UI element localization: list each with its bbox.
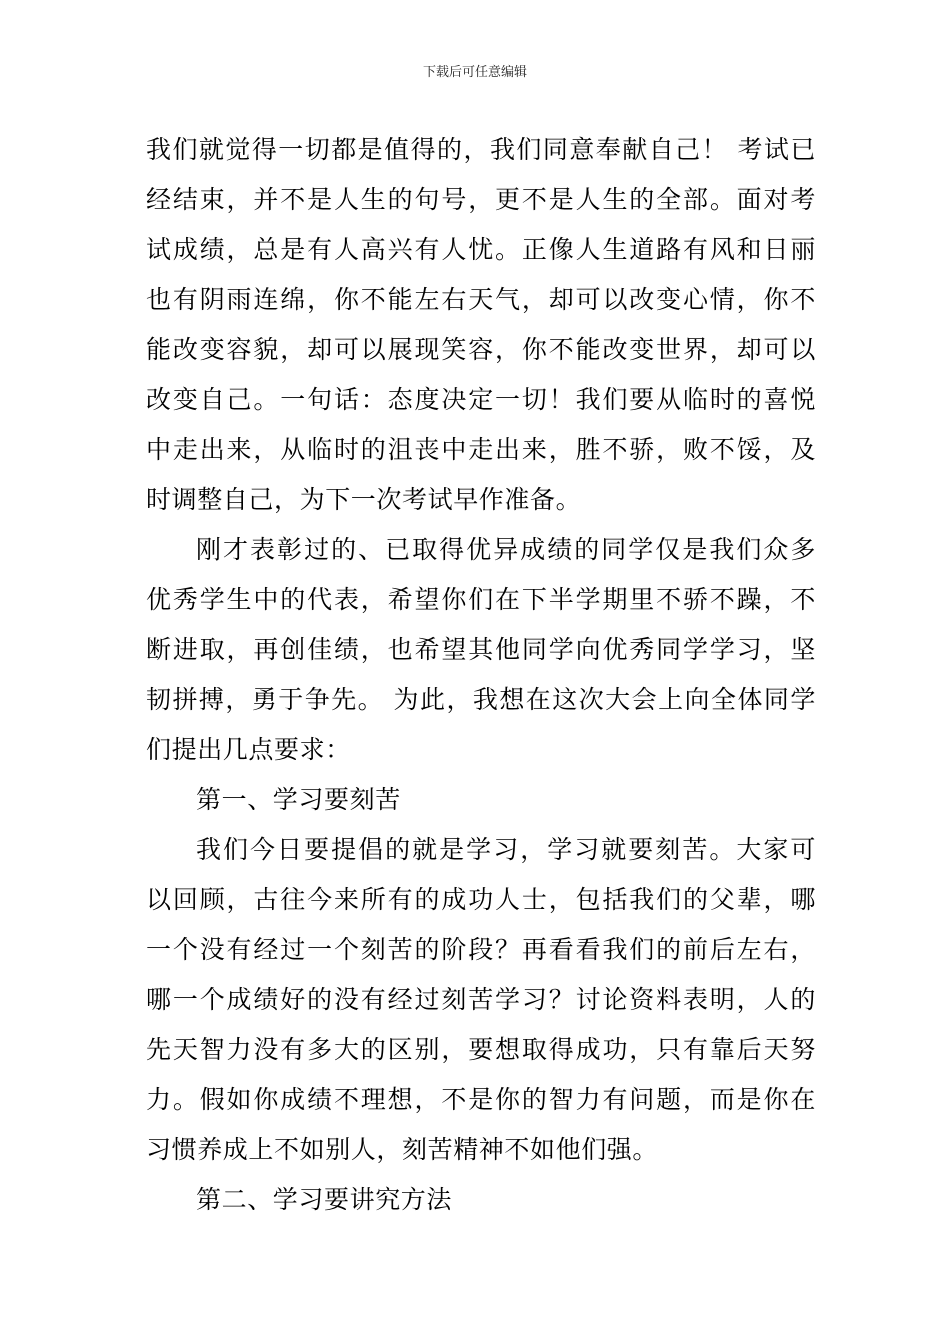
- text-line: 以回顾，古往今来所有的成功人士，包括我们的父辈，哪: [146, 885, 816, 914]
- text-line: 改变自己。一句话：态度决定一切！我们要从临时的喜悦: [146, 385, 816, 414]
- text-line: 韧拼搏，勇于争先。 为此，我想在这次大会上向全体同学: [146, 685, 816, 714]
- text-line: 习惯养成上不如别人，刻苦精神不如他们强。: [146, 1135, 659, 1164]
- text-line: 刚才表彰过的、已取得优异成绩的同学仅是我们众多: [196, 535, 816, 564]
- text-line: 能改变容貌，却可以展现笑容，你不能改变世界，却可以: [146, 335, 816, 364]
- text-line: 我们就觉得一切都是值得的，我们同意奉献自己！ 考试已: [146, 135, 816, 164]
- text-line: 优秀学生中的代表，希望你们在下半学期里不骄不躁，不: [146, 585, 816, 614]
- text-line: 哪一个成绩好的没有经过刻苦学习？讨论资料表明，人的: [146, 985, 816, 1014]
- text-line: 先天智力没有多大的区别，要想取得成功，只有靠后天努: [146, 1035, 816, 1064]
- text-line: 中走出来，从临时的沮丧中走出来，胜不骄，败不馁，及: [146, 435, 816, 464]
- text-line: 们提出几点要求：: [146, 735, 351, 764]
- section-heading: 第一、学习要刻苦: [196, 785, 401, 814]
- text-line: 断进取，再创佳绩，也希望其他同学向优秀同学学习，坚: [146, 635, 816, 664]
- text-line: 我们今日要提倡的就是学习，学习就要刻苦。大家可: [196, 835, 816, 864]
- text-line: 也有阴雨连绵，你不能左右天气，却可以改变心情，你不: [146, 285, 816, 314]
- text-line: 时调整自己，为下一次考试早作准备。: [146, 485, 582, 514]
- page-header: 下载后可任意编辑: [422, 65, 527, 80]
- text-line: 力。假如你成绩不理想，不是你的智力有问题，而是你在: [146, 1085, 816, 1114]
- text-line: 试成绩，总是有人高兴有人忧。正像人生道路有风和日丽: [146, 235, 816, 264]
- text-line: 一个没有经过一个刻苦的阶段？再看看我们的前后左右，: [146, 935, 816, 964]
- section-heading: 第二、学习要讲究方法: [196, 1185, 453, 1214]
- text-line: 经结束，并不是人生的句号，更不是人生的全部。面对考: [146, 185, 816, 214]
